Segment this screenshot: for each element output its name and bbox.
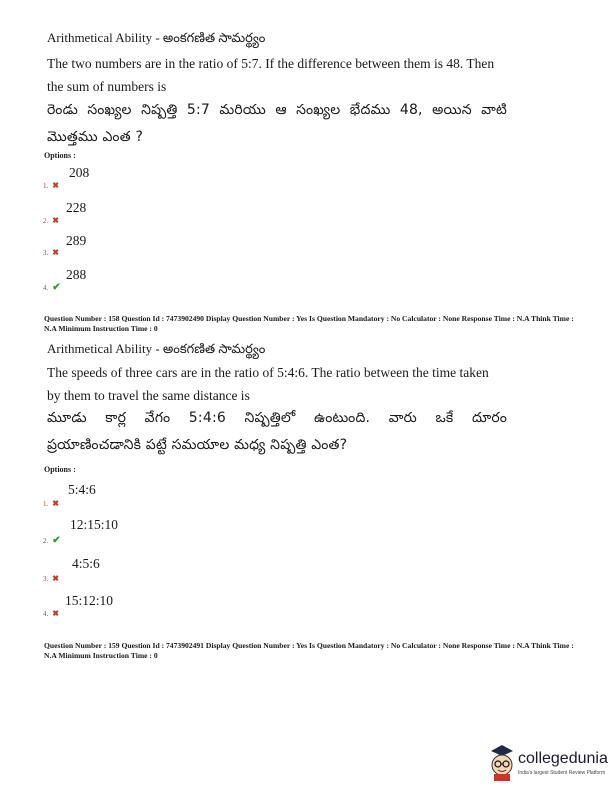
- q2-question-te-line1: మూడు కార్ల వేగం 5:4:6 నిష్పత్తిలో ఉంటుంది. వారు ఒకే దూరం: [47, 410, 507, 426]
- q2-question-en-line2: by them to travel the same distance is: [47, 388, 250, 403]
- q1-question-te: [47, 97, 507, 151]
- q1-option-3-text[interactable]: 289: [66, 233, 87, 248]
- q1-option-4-number: 4.: [43, 284, 49, 292]
- q1-question-te-line2: మొత్తము ఎంత ?: [47, 129, 144, 145]
- q1-topic: Arithmetical Ability - అంకగణిత సామర్థ్యం: [47, 30, 266, 45]
- q1-option-2[interactable]: [43, 210, 59, 228]
- q1-option-4-text[interactable]: 288: [66, 267, 87, 282]
- check-icon: ✔: [52, 282, 61, 293]
- q2-option-3-text[interactable]: 4:5:6: [72, 556, 100, 571]
- q2-option-4[interactable]: [43, 603, 59, 621]
- q1-question-en: [47, 52, 507, 98]
- cross-icon: ✖: [52, 216, 59, 225]
- q1-option-4[interactable]: [43, 277, 61, 295]
- q2-options-label: Options :: [44, 465, 76, 474]
- q2-question-te: [47, 405, 507, 459]
- q2-option-1[interactable]: [43, 493, 59, 511]
- q2-option-3-number: 3.: [43, 575, 49, 583]
- q1-metadata: Question Number : 158 Question Id : 7473902490 Display Question Number : Yes Is Question Mandatory : No Calculator : None Response Time : N.A Think Time : N.A Minimum Instruction Time : 0: [44, 314, 574, 333]
- q1-option-1[interactable]: [43, 175, 59, 193]
- cross-icon: ✖: [52, 609, 59, 618]
- check-icon: ✔: [52, 535, 61, 546]
- logo-name: collegedunia: [518, 750, 608, 767]
- q1-options-label: Options :: [44, 151, 76, 160]
- q1-question-en-line2: the sum of numbers is: [47, 79, 167, 94]
- collegedunia-logo: [487, 743, 607, 783]
- q2-topic: Arithmetical Ability - అంకగణిత సామర్థ్యం: [47, 341, 266, 356]
- q2-option-2-number: 2.: [43, 537, 49, 545]
- q1-option-3[interactable]: [43, 242, 59, 260]
- cross-icon: ✖: [52, 181, 59, 190]
- q2-metadata: Question Number : 159 Question Id : 7473902491 Display Question Number : Yes Is Question Mandatory : No Calculator : None Response Time : N.A Think Time : N.A Minimum Instruction Time : 0: [44, 641, 574, 660]
- q1-question-en-line1: The two numbers are in the ratio of 5:7. If the difference between them is 48. Then: [47, 56, 495, 71]
- q1-option-1-text[interactable]: 208: [69, 165, 90, 180]
- mascot-icon: [487, 743, 517, 781]
- q1-option-2-number: 2.: [43, 217, 49, 225]
- q2-option-1-number: 1.: [43, 500, 49, 508]
- q2-option-4-text[interactable]: 15:12:10: [65, 593, 114, 608]
- q2-question-te-line2: ప్రయాణించడానికి పట్టే సమయాల మధ్య నిష్పత్తి ఎంత?: [47, 437, 348, 453]
- cross-icon: ✖: [52, 574, 59, 583]
- q2-option-4-number: 4.: [43, 610, 49, 618]
- q1-option-3-number: 3.: [43, 249, 49, 257]
- cross-icon: ✖: [52, 248, 59, 257]
- q2-option-3[interactable]: [43, 568, 59, 586]
- q1-option-1-number: 1.: [43, 182, 49, 190]
- cross-icon: ✖: [52, 499, 59, 508]
- logo-tagline: India's largest Student Review Platform: [518, 770, 606, 776]
- q2-option-2-text[interactable]: 12:15:10: [70, 517, 119, 532]
- q2-option-2[interactable]: [43, 530, 61, 548]
- q1-question-te-line1: రెండు సంఖ్యల నిష్పత్తి 5:7 మరియు ఆ సంఖ్యల భేదము 48, అయిన వాటి: [47, 102, 507, 118]
- q2-question-en-line1: The speeds of three cars are in the ratio of 5:4:6. The ratio between the time taken: [47, 365, 489, 380]
- q2-option-1-text[interactable]: 5:4:6: [68, 482, 96, 497]
- q1-option-2-text[interactable]: 228: [66, 200, 87, 215]
- q2-question-en: [47, 361, 507, 407]
